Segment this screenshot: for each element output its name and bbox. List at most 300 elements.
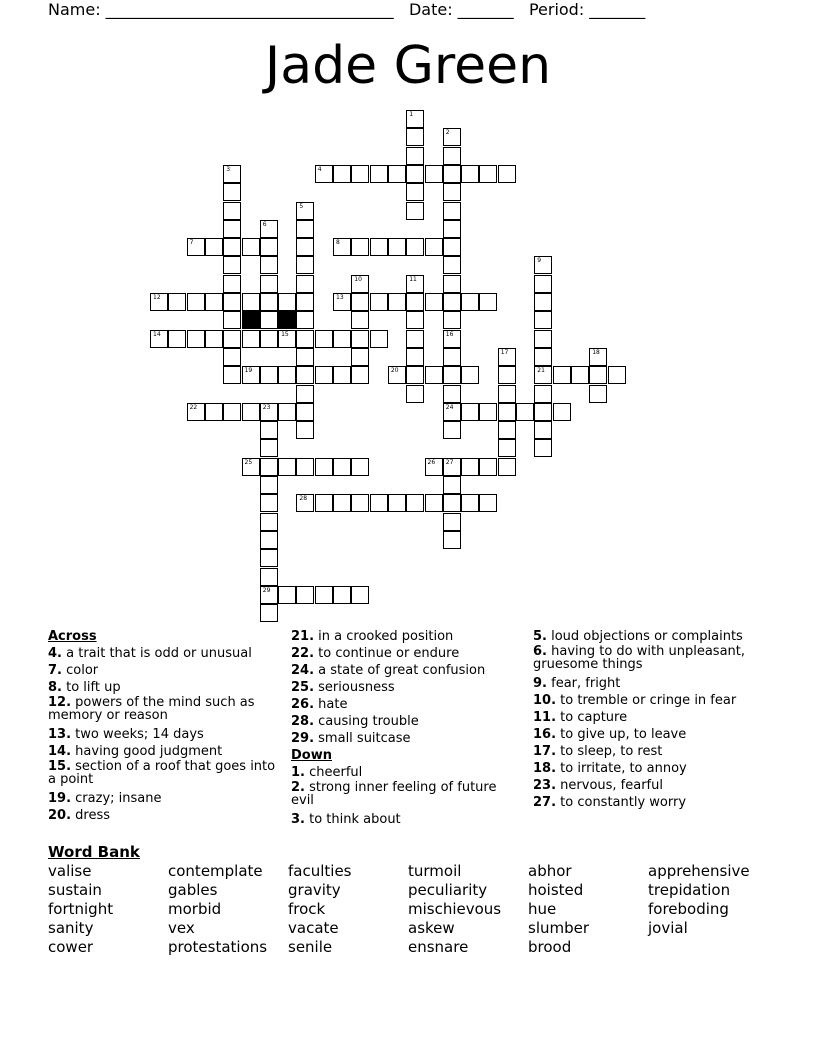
grid-cell[interactable]: [278, 403, 296, 421]
period-field[interactable]: Period: _______: [528, 0, 646, 19]
clue-text: nervous, fearful: [556, 778, 663, 793]
clue-number: 2.: [291, 780, 305, 795]
clue-number: 25.: [291, 680, 315, 695]
grid-cell[interactable]: [150, 330, 168, 348]
word-bank-item: sustain: [48, 881, 102, 899]
word-bank-item: valise: [48, 862, 92, 880]
clue-number: 10.: [533, 693, 557, 708]
grid-cell[interactable]: [351, 238, 369, 256]
grid-cell[interactable]: [205, 293, 223, 311]
grid-cell[interactable]: [425, 458, 443, 476]
grid-cell[interactable]: [425, 494, 443, 512]
grid-cell[interactable]: [296, 366, 314, 384]
clue-number: 20: [390, 367, 399, 375]
grid-cell[interactable]: [516, 403, 534, 421]
clue-number: 10: [354, 275, 362, 283]
grid-cell[interactable]: [223, 275, 241, 293]
grid-cell[interactable]: [461, 458, 479, 476]
grid-cell[interactable]: [260, 531, 278, 549]
grid-cell[interactable]: [406, 366, 424, 384]
grid-cell[interactable]: [296, 494, 314, 512]
grid-cell[interactable]: [553, 366, 571, 384]
across-clue: [291, 679, 521, 696]
grid-cell[interactable]: [479, 494, 497, 512]
grid-cell[interactable]: [406, 311, 424, 329]
grid-cell[interactable]: [370, 293, 388, 311]
grid-cell[interactable]: [223, 348, 241, 366]
clue-text: to continue or endure: [314, 646, 460, 661]
grid-cell[interactable]: [534, 275, 552, 293]
grid-cell[interactable]: [425, 165, 443, 183]
grid-cell[interactable]: [205, 330, 223, 348]
grid-cell[interactable]: [333, 238, 351, 256]
grid-cell[interactable]: [223, 202, 241, 220]
grid-cell[interactable]: [187, 403, 205, 421]
grid-cell[interactable]: [388, 366, 406, 384]
grid-cell[interactable]: [205, 238, 223, 256]
across-clue: [48, 662, 278, 679]
grid-cell[interactable]: [388, 494, 406, 512]
down-clue: [533, 675, 763, 692]
word-bank-item: askew: [408, 919, 455, 937]
grid-cell[interactable]: [260, 256, 278, 274]
clue-number: 24: [445, 403, 454, 411]
grid-cell[interactable]: [296, 256, 314, 274]
clues-column-2: [291, 628, 521, 828]
word-bank-item: ensnare: [408, 938, 469, 956]
grid-cell[interactable]: [278, 293, 296, 311]
grid-cell[interactable]: [461, 494, 479, 512]
grid-cell[interactable]: [443, 531, 461, 549]
across-heading: Across: [48, 629, 97, 644]
word-bank-title: Word Bank: [48, 843, 140, 861]
grid-cell[interactable]: [443, 421, 461, 439]
clue-number: 11: [409, 275, 417, 283]
grid-cell[interactable]: [296, 311, 314, 329]
clue-number: 28: [299, 495, 308, 503]
grid-cell[interactable]: [534, 293, 552, 311]
grid-cell[interactable]: [443, 275, 461, 293]
grid-cell[interactable]: [498, 348, 516, 366]
grid-cell[interactable]: [333, 366, 351, 384]
word-bank-item: foreboding: [648, 900, 729, 918]
grid-cell[interactable]: [406, 494, 424, 512]
grid-cell[interactable]: [443, 348, 461, 366]
clue-number: 19.: [48, 791, 72, 806]
grid-cell[interactable]: [370, 238, 388, 256]
across-clue: [48, 696, 278, 722]
clue-number: 17.: [533, 744, 557, 759]
grid-cell[interactable]: [406, 183, 424, 201]
clue-number: 18.: [533, 761, 557, 776]
grid-cell[interactable]: [296, 293, 314, 311]
grid-cell[interactable]: [351, 366, 369, 384]
grid-cell[interactable]: [443, 293, 461, 311]
grid-cell[interactable]: [296, 586, 314, 604]
grid-cell[interactable]: [534, 256, 552, 274]
grid-cell[interactable]: [260, 513, 278, 531]
word-bank-item: turmoil: [408, 862, 462, 880]
grid-cell[interactable]: [461, 366, 479, 384]
clue-number: 23.: [533, 778, 557, 793]
grid-cell[interactable]: [498, 421, 516, 439]
grid-cell[interactable]: [406, 128, 424, 146]
grid-cell[interactable]: [443, 238, 461, 256]
grid-cell[interactable]: [388, 293, 406, 311]
grid-cell[interactable]: [242, 366, 260, 384]
grid-cell[interactable]: [223, 403, 241, 421]
across-clue: [48, 679, 278, 696]
grid-cell[interactable]: [296, 238, 314, 256]
clue-number: 7: [189, 239, 194, 247]
grid-cell[interactable]: [351, 275, 369, 293]
grid-cell[interactable]: [589, 366, 607, 384]
clue-text: cheerful: [304, 765, 363, 780]
clue-number: 2: [445, 129, 450, 137]
clue-number: 24.: [291, 663, 315, 678]
grid-cell[interactable]: [315, 165, 333, 183]
grid-cell[interactable]: [260, 476, 278, 494]
grid-cell[interactable]: [534, 421, 552, 439]
grid-cell[interactable]: [534, 311, 552, 329]
grid-cell[interactable]: [351, 293, 369, 311]
grid-cell[interactable]: [187, 330, 205, 348]
grid-cell[interactable]: [260, 439, 278, 457]
across-clue: [291, 713, 521, 730]
clue-text: having good judgment: [71, 744, 223, 759]
grid-cell[interactable]: [479, 293, 497, 311]
grid-cell[interactable]: [425, 366, 443, 384]
word-bank-item: hue: [528, 900, 557, 918]
grid-cell[interactable]: [443, 513, 461, 531]
grid-cell[interactable]: [260, 549, 278, 567]
clue-number: 12.: [48, 695, 72, 710]
grid-cell[interactable]: [278, 586, 296, 604]
grid-cell[interactable]: [333, 293, 351, 311]
grid-cell[interactable]: [406, 238, 424, 256]
grid-cell[interactable]: [168, 330, 186, 348]
grid-cell[interactable]: [406, 348, 424, 366]
grid-cell[interactable]: [278, 330, 296, 348]
word-bank-item: gravity: [288, 881, 341, 899]
word-bank-item: peculiarity: [408, 881, 488, 899]
grid-cell[interactable]: [406, 110, 424, 128]
clue-number: 6: [262, 220, 267, 228]
grid-cell[interactable]: [443, 183, 461, 201]
grid-cell[interactable]: [534, 385, 552, 403]
grid-cell[interactable]: [351, 165, 369, 183]
grid-cell[interactable]: [260, 586, 278, 604]
clues-column-3: [533, 628, 763, 811]
grid-cell[interactable]: [296, 458, 314, 476]
grid-cell[interactable]: [242, 238, 260, 256]
grid-cell[interactable]: [333, 494, 351, 512]
grid-cell[interactable]: [260, 238, 278, 256]
grid-cell[interactable]: [296, 330, 314, 348]
grid-cell[interactable]: [534, 366, 552, 384]
grid-cell[interactable]: [242, 403, 260, 421]
grid-cell[interactable]: [406, 293, 424, 311]
grid-cell[interactable]: [242, 458, 260, 476]
word-bank-item: mischievous: [408, 900, 502, 918]
grid-cell[interactable]: [223, 256, 241, 274]
clue-text: to lift up: [61, 680, 121, 695]
clue-text: section of a roof that goes into a point: [48, 759, 276, 787]
grid-cell[interactable]: [296, 403, 314, 421]
grid-cell[interactable]: [443, 311, 461, 329]
grid-cell[interactable]: [333, 458, 351, 476]
clue-number: 3: [226, 165, 231, 173]
grid-cell[interactable]: [406, 202, 424, 220]
grid-cell[interactable]: [223, 238, 241, 256]
grid-cell[interactable]: [260, 293, 278, 311]
grid-cell[interactable]: [223, 220, 241, 238]
down-clue: [533, 645, 763, 671]
grid-cell[interactable]: [351, 458, 369, 476]
clue-number: 5: [299, 202, 304, 210]
grid-cell[interactable]: [443, 147, 461, 165]
grid-cell[interactable]: [461, 293, 479, 311]
grid-cell[interactable]: [260, 220, 278, 238]
grid-cell[interactable]: [443, 220, 461, 238]
grid-cell[interactable]: [461, 403, 479, 421]
black-square: [242, 311, 260, 329]
clue-text: crazy; insane: [71, 791, 162, 806]
grid-cell[interactable]: [260, 311, 278, 329]
clue-text: small suitcase: [314, 731, 411, 746]
word-bank-item: vex: [168, 919, 195, 937]
grid-cell[interactable]: [150, 293, 168, 311]
grid-cell[interactable]: [296, 385, 314, 403]
grid-cell[interactable]: [223, 165, 241, 183]
grid-cell[interactable]: [553, 403, 571, 421]
grid-cell[interactable]: [315, 366, 333, 384]
grid-cell[interactable]: [571, 366, 589, 384]
grid-cell[interactable]: [406, 275, 424, 293]
clue-number: 18: [592, 348, 600, 356]
word-bank-item: faculties: [288, 862, 352, 880]
clue-number: 13: [336, 294, 344, 301]
clue-number: 14.: [48, 744, 72, 759]
grid-cell[interactable]: [388, 238, 406, 256]
grid-cell[interactable]: [242, 293, 260, 311]
clue-number: 21.: [291, 629, 315, 644]
grid-cell[interactable]: [425, 238, 443, 256]
grid-cell[interactable]: [223, 330, 241, 348]
grid-cell[interactable]: [498, 366, 516, 384]
clue-text: strong inner feeling of future evil: [291, 780, 497, 808]
grid-cell[interactable]: [534, 330, 552, 348]
grid-cell[interactable]: [315, 330, 333, 348]
clue-number: 4: [317, 165, 322, 173]
clue-number: 14: [153, 330, 161, 338]
grid-cell[interactable]: [443, 494, 461, 512]
grid-cell[interactable]: [406, 165, 424, 183]
across-clue: [48, 807, 278, 824]
grid-cell[interactable]: [315, 494, 333, 512]
grid-cell[interactable]: [498, 458, 516, 476]
grid-cell[interactable]: [589, 348, 607, 366]
grid-cell[interactable]: [296, 348, 314, 366]
grid-cell[interactable]: [425, 293, 443, 311]
grid-cell[interactable]: [296, 275, 314, 293]
clue-number: 27: [445, 458, 454, 466]
grid-cell[interactable]: [296, 202, 314, 220]
word-bank-item: brood: [528, 938, 572, 956]
clue-text: a state of great confusion: [314, 663, 486, 678]
grid-cell[interactable]: [223, 293, 241, 311]
clue-number: 5.: [533, 629, 547, 644]
grid-cell[interactable]: [351, 494, 369, 512]
grid-cell[interactable]: [608, 366, 626, 384]
clues-column-1: [48, 628, 278, 824]
clue-number: 19: [244, 367, 253, 375]
grid-cell[interactable]: [351, 586, 369, 604]
clue-text: to give up, to leave: [556, 727, 687, 742]
grid-cell[interactable]: [461, 165, 479, 183]
grid-cell[interactable]: [479, 458, 497, 476]
clue-text: to irritate, to annoy: [556, 761, 687, 776]
word-bank-item: vacate: [288, 919, 339, 937]
grid-cell[interactable]: [278, 458, 296, 476]
grid-cell[interactable]: [370, 330, 388, 348]
down-clue: [291, 764, 521, 781]
grid-cell[interactable]: [406, 385, 424, 403]
clue-number: 22: [189, 403, 198, 411]
word-bank-item: gables: [168, 881, 218, 899]
grid-cell[interactable]: [296, 220, 314, 238]
grid-cell[interactable]: [333, 330, 351, 348]
grid-cell[interactable]: [443, 128, 461, 146]
clue-text: to constantly worry: [556, 795, 687, 810]
clue-number: 9: [537, 257, 542, 265]
down-clue: [533, 709, 763, 726]
grid-cell[interactable]: [260, 403, 278, 421]
grid-cell[interactable]: [260, 604, 278, 622]
grid-cell[interactable]: [534, 403, 552, 421]
clue-number: 13.: [48, 727, 72, 742]
grid-cell[interactable]: [406, 147, 424, 165]
clue-text: powers of the mind such as memory or reason: [48, 695, 255, 723]
grid-cell[interactable]: [260, 275, 278, 293]
grid-cell[interactable]: [498, 439, 516, 457]
clue-text: hate: [314, 697, 348, 712]
grid-cell[interactable]: [443, 256, 461, 274]
grid-cell[interactable]: [479, 165, 497, 183]
word-bank-item: cower: [48, 938, 94, 956]
grid-cell[interactable]: [168, 293, 186, 311]
grid-cell[interactable]: [260, 568, 278, 586]
down-clue: [533, 794, 763, 811]
clue-number: 29.: [291, 731, 315, 746]
clue-number: 4.: [48, 646, 62, 661]
across-clue: [291, 662, 521, 679]
grid-cell[interactable]: [333, 165, 351, 183]
grid-cell[interactable]: [205, 403, 223, 421]
clue-text: having to do with unpleasant, gruesome things: [533, 644, 745, 672]
word-bank-item: contemplate: [168, 862, 263, 880]
clue-number: 8.: [48, 680, 62, 695]
grid-cell[interactable]: [388, 165, 406, 183]
grid-cell[interactable]: [443, 330, 461, 348]
clue-text: to sleep, to rest: [556, 744, 663, 759]
grid-cell[interactable]: [187, 293, 205, 311]
word-bank-item: abhor: [528, 862, 572, 880]
date-field[interactable]: Date: _______: [408, 0, 514, 19]
clue-text: to tremble or cringe in fear: [556, 693, 737, 708]
grid-cell[interactable]: [351, 330, 369, 348]
grid-cell[interactable]: [315, 458, 333, 476]
clue-number: 15: [281, 330, 289, 338]
grid-cell[interactable]: [351, 311, 369, 329]
grid-cell[interactable]: [443, 458, 461, 476]
grid-cell[interactable]: [498, 165, 516, 183]
grid-cell[interactable]: [351, 348, 369, 366]
grid-cell[interactable]: [534, 348, 552, 366]
word-bank-item: protestations: [168, 938, 268, 956]
grid-cell[interactable]: [370, 165, 388, 183]
across-clue: [48, 790, 278, 807]
grid-cell[interactable]: [223, 366, 241, 384]
down-clue: [533, 726, 763, 743]
grid-cell[interactable]: [443, 385, 461, 403]
grid-cell[interactable]: [260, 366, 278, 384]
black-square: [278, 311, 296, 329]
clue-text: causing trouble: [314, 714, 419, 729]
across-clue: [48, 726, 278, 743]
grid-cell[interactable]: [260, 421, 278, 439]
grid-cell[interactable]: [260, 458, 278, 476]
grid-cell[interactable]: [296, 421, 314, 439]
clue-number: 11.: [533, 710, 557, 725]
clue-number: 15.: [48, 759, 72, 774]
grid-cell[interactable]: [260, 494, 278, 512]
clue-text: fear, fright: [546, 676, 621, 691]
grid-cell[interactable]: [443, 202, 461, 220]
clue-text: dress: [71, 808, 111, 823]
grid-cell[interactable]: [479, 403, 497, 421]
grid-cell[interactable]: [406, 330, 424, 348]
grid-cell[interactable]: [443, 476, 461, 494]
grid-cell[interactable]: [498, 385, 516, 403]
down-clue: [533, 692, 763, 709]
name-field[interactable]: Name: ____________________________________: [48, 0, 394, 19]
grid-cell[interactable]: [443, 366, 461, 384]
grid-cell[interactable]: [443, 165, 461, 183]
grid-cell[interactable]: [242, 330, 260, 348]
clue-number: 16: [445, 330, 454, 338]
clue-number: 1.: [291, 765, 305, 780]
grid-cell[interactable]: [223, 311, 241, 329]
grid-cell[interactable]: [498, 403, 516, 421]
grid-cell[interactable]: [534, 439, 552, 457]
clue-text: in a crooked position: [314, 629, 454, 644]
grid-cell[interactable]: [260, 330, 278, 348]
grid-cell[interactable]: [223, 183, 241, 201]
grid-cell[interactable]: [589, 385, 607, 403]
word-bank-item: morbid: [168, 900, 222, 918]
word-bank-item: hoisted: [528, 881, 584, 899]
page-title: Jade Green: [264, 36, 552, 96]
clue-number: 8: [336, 239, 340, 247]
across-clue: [291, 645, 521, 662]
grid-cell[interactable]: [333, 586, 351, 604]
grid-cell[interactable]: [443, 403, 461, 421]
grid-cell[interactable]: [187, 238, 205, 256]
grid-cell[interactable]: [278, 366, 296, 384]
grid-cell[interactable]: [315, 586, 333, 604]
grid-cell[interactable]: [370, 494, 388, 512]
